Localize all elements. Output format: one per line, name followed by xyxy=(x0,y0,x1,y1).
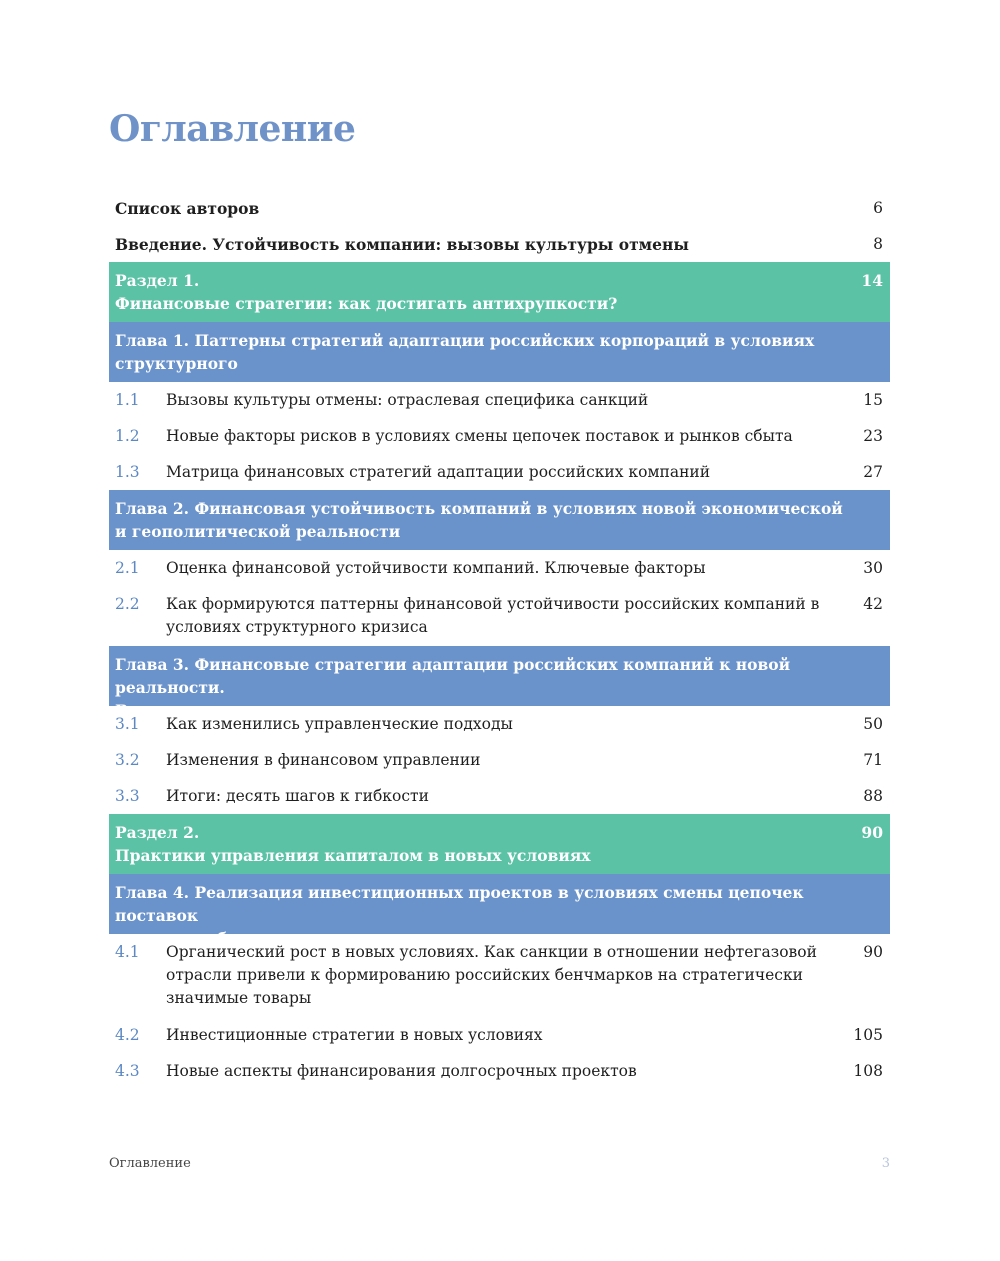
toc-item-2-1[interactable] xyxy=(109,550,890,586)
page-number: 27 xyxy=(863,463,883,481)
chapter-title-line: и геополитической реальности xyxy=(115,522,401,541)
item-text: Инвестиционные стратегии в новых условиях xyxy=(166,1026,543,1044)
toc-section-2[interactable] xyxy=(109,814,890,874)
item-text: Как формируются паттерны финансовой устойчивости российских компаний в условиях структурного кризиса xyxy=(166,595,820,636)
item-text: Матрица финансовых стратегий адаптации российских компаний xyxy=(166,463,711,481)
toc-item-4-3[interactable] xyxy=(109,1053,890,1089)
item-text: Органический рост в новых условиях. Как санкции в отношении нефтегазовой отрасли привели к формированию российских бенчмарков на стратегически значимые товары xyxy=(166,943,817,1007)
item-text: Изменения в финансовом управлении xyxy=(166,751,481,769)
page-number: 42 xyxy=(863,595,883,613)
section-label: Раздел 1. xyxy=(115,271,200,290)
item-text: Новые факторы рисков в условиях смены цепочек поставок и рынков сбыта xyxy=(166,427,793,445)
toc-entry-introduction[interactable] xyxy=(109,226,890,262)
chapter-title-line: Глава 2. Финансовая устойчивость компаний в условиях новой экономической xyxy=(115,499,843,518)
section-title: Практики управления капиталом в новых условиях xyxy=(115,846,591,865)
toc-item-4-2[interactable] xyxy=(109,1017,890,1053)
item-number: 1.2 xyxy=(115,427,140,445)
entry-text: Введение. Устойчивость компании: вызовы культуры отмены xyxy=(115,235,689,254)
item-number: 2.1 xyxy=(115,559,140,577)
toc-item-3-1[interactable] xyxy=(109,706,890,742)
toc-item-3-3[interactable] xyxy=(109,778,890,814)
entry-text: Список авторов xyxy=(115,199,260,218)
page-number: 90 xyxy=(861,823,883,842)
page-number: 8 xyxy=(873,235,883,253)
page-number: 90 xyxy=(863,943,883,961)
item-number: 2.2 xyxy=(115,595,140,613)
page-number: 50 xyxy=(863,715,883,733)
page-number: 14 xyxy=(861,271,883,290)
item-number: 1.3 xyxy=(115,463,140,481)
toc-section-1[interactable] xyxy=(109,262,890,322)
item-number: 4.3 xyxy=(115,1062,140,1080)
page-number: 30 xyxy=(863,559,883,577)
item-number: 3.2 xyxy=(115,751,140,769)
toc-item-4-1[interactable] xyxy=(109,934,890,1017)
page-number: 6 xyxy=(873,199,883,217)
item-text: Новые аспекты финансирования долгосрочных проектов xyxy=(166,1062,637,1080)
chapter-title-line: Глава 1. Паттерны стратегий адаптации российских корпораций в условиях структурного xyxy=(115,331,815,373)
toc-chapter-2[interactable] xyxy=(109,490,890,550)
chapter-title-line: Взгляд топ-менеджмента xyxy=(115,701,349,720)
page-number: 108 xyxy=(853,1062,883,1080)
chapter-title-line: Глава 4. Реализация инвестиционных проектов в условиях смены цепочек поставок xyxy=(115,883,804,925)
toc-item-3-2[interactable] xyxy=(109,742,890,778)
toc-entry-authors[interactable] xyxy=(109,190,890,226)
item-text: Оценка финансовой устойчивости компаний. Ключевые факторы xyxy=(166,559,706,577)
item-number: 3.3 xyxy=(115,787,140,805)
page-title: Оглавление xyxy=(109,108,356,150)
page-number: 71 xyxy=(863,751,883,769)
page-number: 23 xyxy=(863,427,883,445)
item-text: Как изменились управленческие подходы xyxy=(166,715,513,733)
item-number: 4.1 xyxy=(115,943,140,961)
page-number: 88 xyxy=(863,787,883,805)
item-number: 3.1 xyxy=(115,715,140,733)
toc-chapter-4[interactable] xyxy=(109,874,890,948)
chapter-title-line: и рынков сбыта xyxy=(115,929,263,948)
section-title: Финансовые стратегии: как достигать антихрупкости? xyxy=(115,294,618,313)
item-number: 1.1 xyxy=(115,391,140,409)
page-number: 15 xyxy=(863,391,883,409)
toc-chapter-3[interactable] xyxy=(109,646,890,720)
toc-item-2-2[interactable] xyxy=(109,586,890,646)
running-footer: Оглавление xyxy=(109,1156,191,1171)
chapter-title-line: Глава 3. Финансовые стратегии адаптации российских компаний к новой реальности. xyxy=(115,655,791,697)
page-number: 105 xyxy=(853,1026,883,1044)
toc-chapter-1[interactable] xyxy=(109,322,890,396)
toc-item-1-2[interactable] xyxy=(109,418,890,454)
toc-item-1-3[interactable] xyxy=(109,454,890,490)
item-text: Итоги: десять шагов к гибкости xyxy=(166,787,429,805)
table-of-contents xyxy=(109,190,890,1089)
item-number: 4.2 xyxy=(115,1026,140,1044)
item-text: Вызовы культуры отмены: отраслевая специфика санкций xyxy=(166,391,649,409)
footer-page-number: 3 xyxy=(881,1156,890,1171)
toc-item-1-1[interactable] xyxy=(109,382,890,418)
section-label: Раздел 2. xyxy=(115,823,200,842)
chapter-title-line: кризиса xyxy=(115,377,190,396)
